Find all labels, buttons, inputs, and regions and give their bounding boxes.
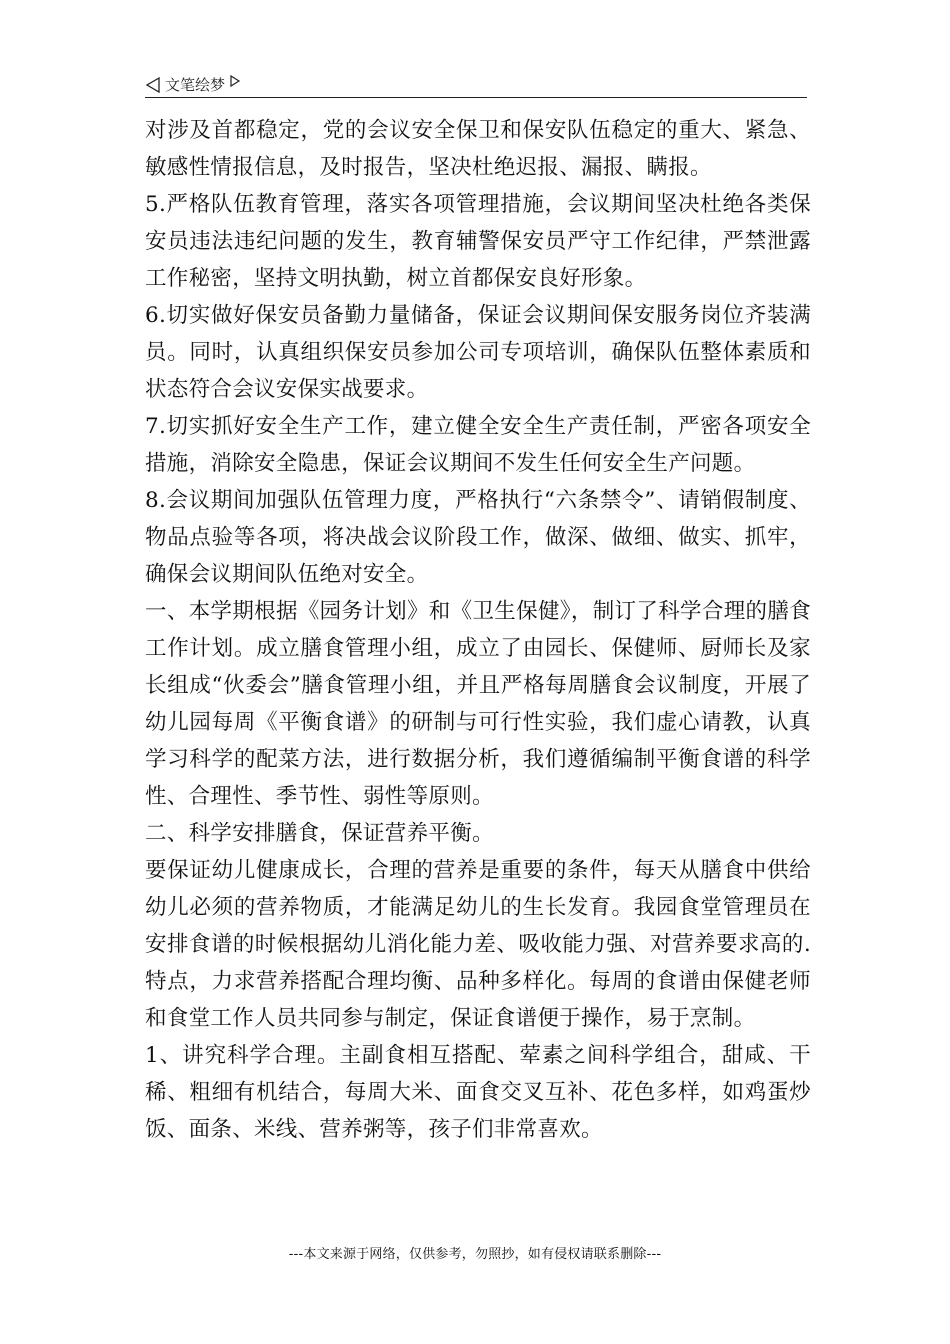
- paragraph: 7.切实抓好安全生产工作，建立健全安全生产责任制，严密各项安全措施，消除安全隐患，保证会议期间不发生任何安全生产问题。: [145, 414, 811, 476]
- triangle-right-icon: [229, 75, 241, 87]
- page-header: [145, 72, 807, 98]
- paragraph: 6.切实做好保安员备勤力量储备，保证会议期间保安服务岗位齐装满员。同时，认真组织保安员参加公司专项培训，确保队伍整体素质和状态符合会议安保实战要求。: [145, 303, 811, 402]
- paragraph: 要保证幼儿健康成长，合理的营养是重要的条件，每天从膳食中供给幼儿必须的营养物质，才能满足幼儿的生长发育。我园食堂管理员在安排食谱的时候根据幼儿消化能力差、吸收能力强、对营养要求高的.特点，力求营养搭配合理均衡、品种多样化。每周的食谱由保健老师和食堂工作人员共同参与制定，保证食谱便于操作，易于烹制。: [145, 858, 811, 1031]
- footer-notice: ---本文来源于网络，仅供参考，勿照抄，如有侵权请联系删除---: [288, 1247, 662, 1262]
- paragraph: 1、讲究科学合理。主副食相互搭配、荤素之间科学组合，甜咸、干稀、粗细有机结合，每周大米、面食交叉互补、花色多样，如鸡蛋炒饭、面条、米线、营养粥等，孩子们非常喜欢。: [145, 1043, 811, 1142]
- header-brand: 文笔绘梦: [165, 76, 226, 94]
- document-body: [145, 112, 811, 1148]
- paragraph: 一、本学期根据《园务计划》和《卫生保健》，制订了科学合理的膳食工作计划。成立膳食管理小组，成立了由园长、保健师、厨师长及家长组成“伙委会”膳食管理小组，并且严格每周膳食会议制度，开展了幼儿园每周《平衡食谱》的研制与可行性实验，我们虚心请教，认真学习科学的配菜方法，进行数据分析，我们遵循编制平衡食谱的科学性、合理性、季节性、弱性等原则。: [145, 599, 811, 809]
- paragraph: 对涉及首都稳定，党的会议安全保卫和保安队伍稳定的重大、紧急、敏感性情报信息，及时报告，坚决杜绝迟报、漏报、瞒报。: [145, 118, 811, 180]
- paragraph: 5.严格队伍教育管理，落实各项管理措施，会议期间坚决杜绝各类保安员违法违纪问题的发生，教育辅警保安员严守工作纪律，严禁泄露工作秘密，坚持文明执勤，树立首都保安良好形象。: [145, 192, 811, 291]
- section-heading: 二、科学安排膳食，保证营养平衡。: [145, 821, 494, 846]
- triangle-left-icon: [145, 77, 161, 93]
- paragraph: 8.会议期间加强队伍管理力度，严格执行“六条禁令”、请销假制度、物品点验等各项，将决战会议阶段工作，做深、做细、做实、抓牢，确保会议期间队伍绝对安全。: [145, 488, 811, 587]
